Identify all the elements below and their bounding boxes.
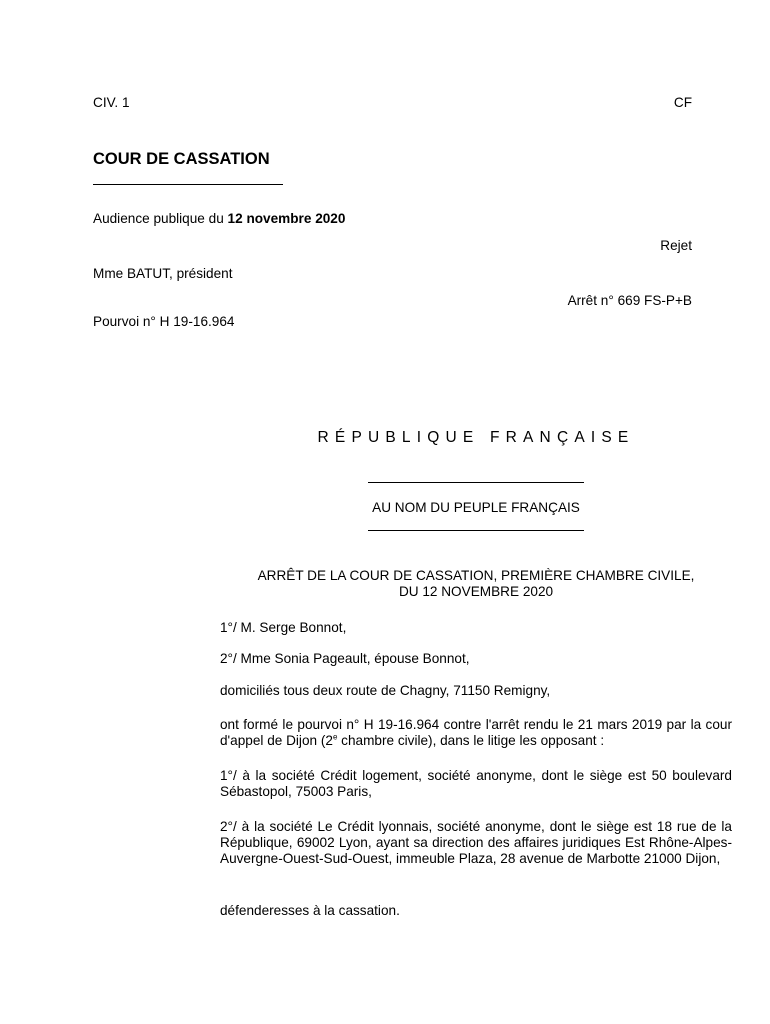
- arret-number: Arrêt n° 669 FS-P+B: [567, 293, 692, 308]
- defenders-note: défenderesses à la cassation.: [220, 903, 400, 918]
- republic-divider: [368, 482, 584, 483]
- court-name: COUR DE CASSATION: [93, 150, 270, 168]
- pourvoi-number: Pourvoi n° H 19-16.964: [93, 314, 235, 329]
- chamber-code: CIV. 1: [93, 95, 130, 110]
- people-divider: [368, 530, 584, 531]
- hearing-prefix: Audience publique du: [93, 211, 228, 226]
- pourvoi-text-end: chambre civile), dans le litige les opposant :: [337, 733, 605, 748]
- hearing-date: 12 novembre 2020: [227, 211, 346, 226]
- party-1: 1°/ M. Serge Bonnot,: [220, 620, 347, 635]
- arret-title-line2: DU 12 NOVEMBRE 2020: [398, 584, 554, 599]
- hearing-date-line: [93, 211, 345, 227]
- president: Mme BATUT, président: [93, 266, 233, 281]
- party-2: 2°/ Mme Sonia Pageault, épouse Bonnot,: [220, 651, 470, 666]
- domicile: domiciliés tous deux route de Chagny, 71150 Remigny,: [220, 683, 551, 698]
- defendant-1: 1°/ à la société Crédit logement, société anonyme, dont le siège est 50 boulevard Sébastopol, 75003 Paris,: [220, 768, 732, 799]
- people-heading: AU NOM DU PEUPLE FRANÇAIS: [372, 500, 580, 515]
- decision-outcome: Rejet: [660, 238, 692, 253]
- defendant-2: 2°/ à la société Le Crédit lyonnais, société anonyme, dont le siège est 18 rue de la République, 69002 Lyon, ayant sa direction des affaires juridiques Est Rhône-Alpes-Auvergne-Ouest-Sud-Ouest, immeuble Plaza, 28 avenue de Marbotte 21000 Dijon,: [220, 819, 732, 866]
- clerk-initials: CF: [673, 95, 692, 110]
- republic-heading: RÉPUBLIQUE FRANÇAISE: [317, 429, 635, 446]
- court-name-underline: [93, 184, 283, 185]
- pourvoi-text-start: ont formé le pourvoi n° H 19-16.964 contre l'arrêt rendu le 21 mars 2019 par la cour d'appel de Dijon (2: [220, 717, 732, 748]
- arret-title-line1: ARRÊT DE LA COUR DE CASSATION, PREMIÈRE CHAMBRE CIVILE,: [257, 568, 695, 583]
- pourvoi-superscript: e: [332, 732, 338, 742]
- pourvoi-paragraph: [220, 717, 732, 749]
